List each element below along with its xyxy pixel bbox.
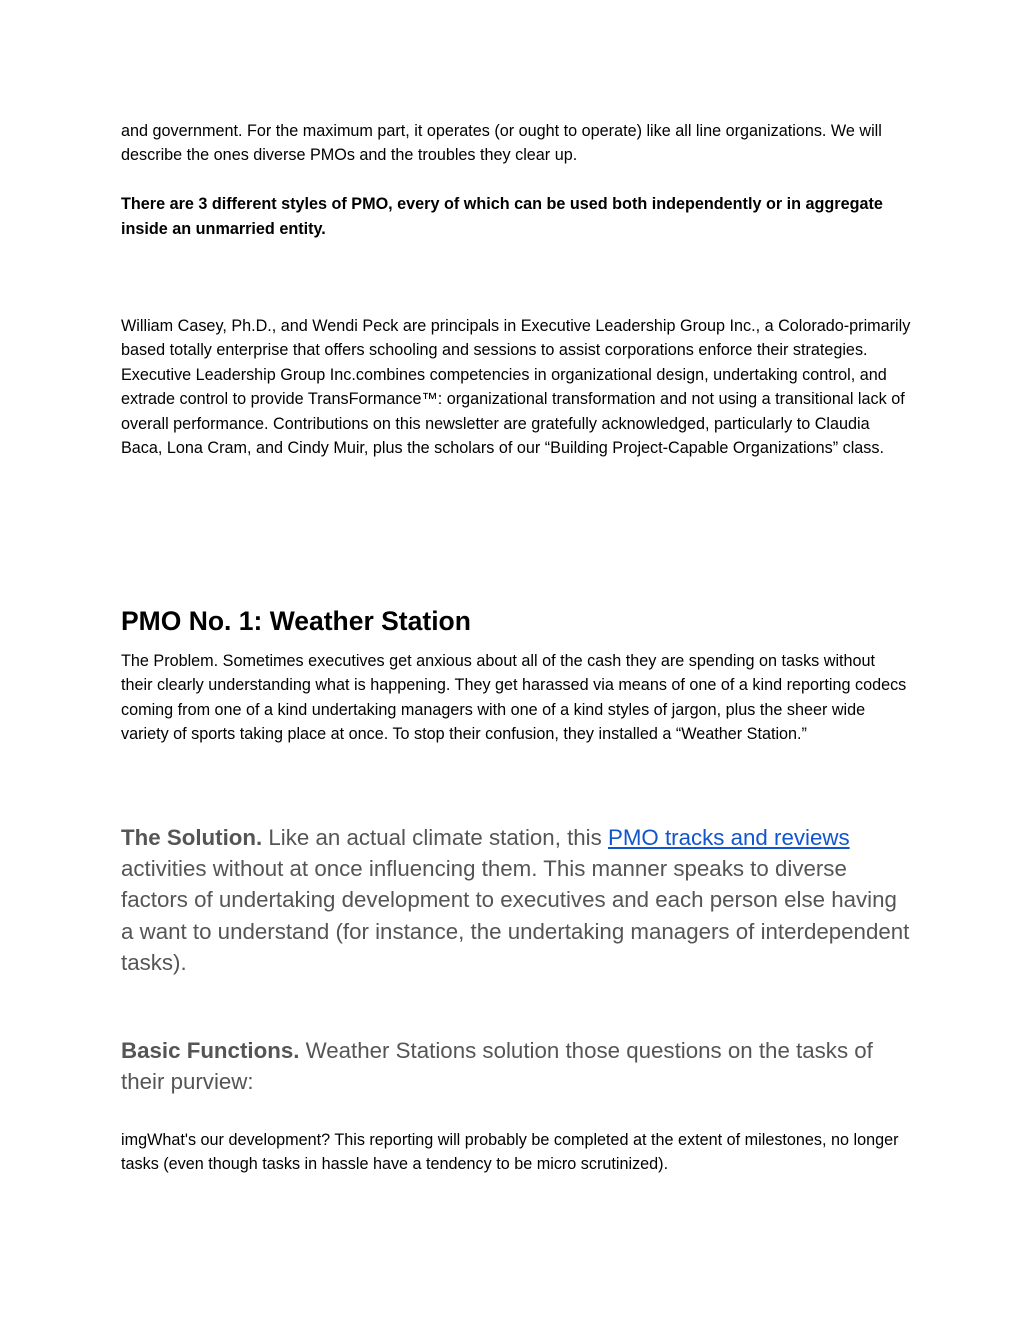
functions-section [121,1035,911,1097]
functions-item-section [121,1128,911,1177]
list-item: imgWhat's our development? This reporting will probably be completed at the extent of milestones, no longer tasks (even though tasks in hassle have a tendency to be micro scrutinized). [121,1131,899,1174]
intro-paragraph: and government. For the maximum part, it operates (or ought to operate) like all line organizations. We will describe the ones diverse PMOs and the troubles they clear up. [121,122,882,165]
solution-lead: The Solution. [121,825,263,850]
weather-station-section [121,605,911,747]
solution-text-after-link: activities without at once influencing them. This manner speaks to diverse factors of undertaking development to executives and each person else having a want to understand (for instance, the undertaking managers of interdependent tasks). [121,856,910,975]
functions-lead: Basic Functions. [121,1038,300,1063]
problem-paragraph: The Problem. Sometimes executives get anxious about all of the cash they are spending on tasks without their clearly understanding what is happening. They get harassed via means of one of a kind reporting codecs coming from one of a kind undertaking managers with one of a kind styles of jargon, plus the sheer wide variety of sports taking place at once. To stop their confusion, they installed a “Weather Station.” [121,652,907,744]
pmo-tracks-link[interactable]: PMO tracks and reviews [607,825,850,850]
functions-paragraph [121,1035,911,1097]
about-section [121,314,911,460]
solution-paragraph [121,822,911,978]
intro-section [121,119,911,241]
functions-text: Weather Stations solution those questions on the tasks of their purview: [121,1038,873,1095]
section-heading: PMO No. 1: Weather Station [121,606,471,636]
solution-section [121,822,911,978]
intro-bold-paragraph: There are 3 different styles of PMO, every of which can be used both independently or in aggregate inside an unmarried entity. [121,195,883,238]
solution-text-before-link: Like an actual climate station, this [262,825,608,850]
about-paragraph: William Casey, Ph.D., and Wendi Peck are principals in Executive Leadership Group Inc., a Colorado-primarily based totally enterprise that offers schooling and sessions to assist corporations enforce their strategies. Executive Leadership Group Inc.combines competencies in organizational design, undertaking control, and extrade control to provide TransFormance™: organizational transformation and not using a transitional lack of overall performance. Contributions on this newsletter are gratefully acknowledged, particularly to Claudia Baca, Lona Cram, and Cindy Muir, plus the scholars of our “Building Project-Capable Organizations” class. [121,317,911,458]
